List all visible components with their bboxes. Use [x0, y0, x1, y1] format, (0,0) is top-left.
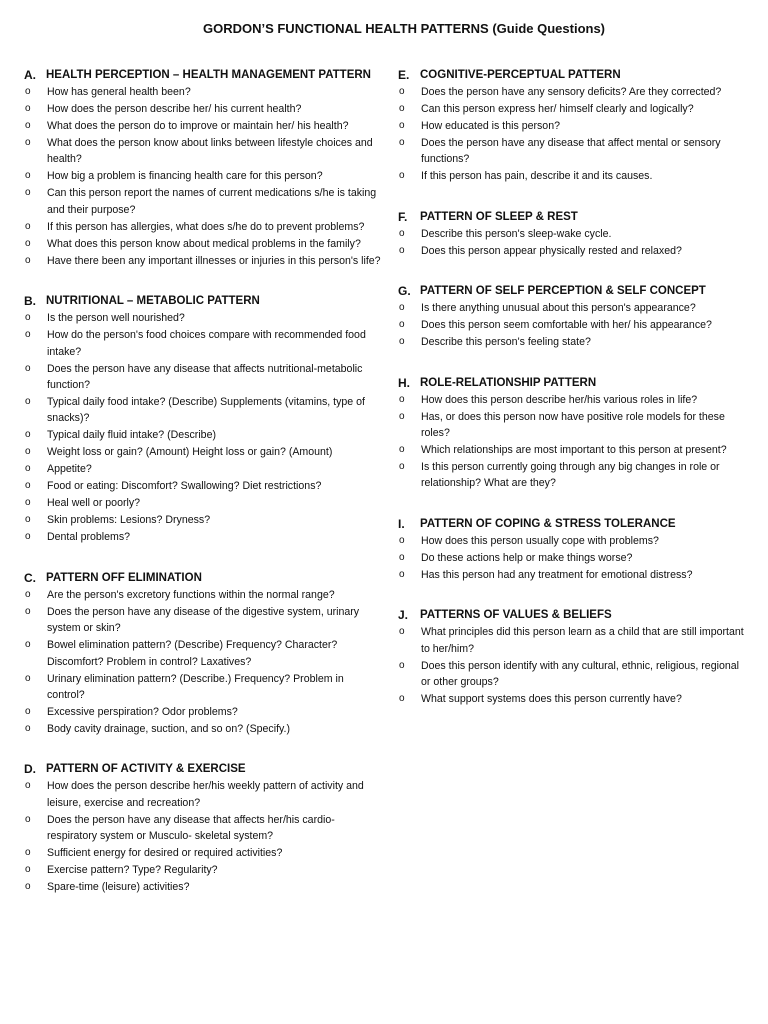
- question-text: What principles did this person learn as a child that are still important to her/him?: [421, 626, 744, 655]
- question-text: Food or eating: Discomfort? Swallowing? Diet restrictions?: [47, 480, 322, 493]
- circle-bullet-icon: o: [399, 86, 405, 97]
- question-item: [398, 442, 750, 458]
- circle-bullet-icon: o: [25, 429, 31, 441]
- question-text: Is this person currently going through any big changes in role or relationship? What are they?: [421, 461, 720, 490]
- question-item: [24, 604, 384, 637]
- question-text: How does the person describe her/his weekly pattern of activity and leisure, exercise and recreation?: [47, 780, 364, 809]
- question-text: What support systems does this person currently have?: [421, 693, 682, 706]
- section-title: PATTERN OF SELF PERCEPTION & SELF CONCEPT: [420, 285, 706, 298]
- section-letter: B.: [24, 294, 36, 309]
- section-heading: [398, 607, 750, 623]
- circle-bullet-icon: o: [399, 244, 405, 256]
- circle-bullet-icon: o: [399, 461, 405, 473]
- section-letter: C.: [24, 570, 36, 585]
- question-item: [24, 637, 384, 670]
- question-text: Weight loss or gain? (Amount) Height loss or gain? (Amount): [47, 446, 333, 459]
- circle-bullet-icon: o: [399, 551, 405, 563]
- section-letter: H.: [398, 375, 410, 390]
- circle-bullet-icon: o: [25, 847, 31, 859]
- circle-bullet-icon: o: [399, 393, 405, 405]
- circle-bullet-icon: o: [399, 103, 405, 114]
- left-column: [24, 67, 384, 896]
- question-text: Which relationships are most important to this person at present?: [421, 444, 727, 457]
- question-item: [24, 845, 384, 861]
- circle-bullet-icon: o: [25, 497, 31, 509]
- circle-bullet-icon: o: [25, 237, 31, 249]
- page-title: GORDON’S FUNCTIONAL HEALTH PATTERNS (Guide Questions): [202, 21, 606, 36]
- question-text: Urinary elimination pattern? (Describe.) Frequency? Problem in control?: [47, 672, 344, 702]
- question-item: [24, 361, 384, 394]
- section-heading: [24, 293, 384, 309]
- circle-bullet-icon: o: [25, 813, 31, 825]
- question-item: [398, 101, 750, 117]
- question-item: [24, 310, 384, 326]
- circle-bullet-icon: o: [25, 514, 31, 526]
- circle-bullet-icon: o: [25, 86, 31, 97]
- circle-bullet-icon: o: [25, 312, 31, 324]
- pattern-section: [398, 516, 750, 583]
- question-list: [398, 226, 750, 259]
- question-item: [24, 778, 384, 811]
- question-text: Have there been any important illnesses or injuries in this person's life?: [47, 254, 381, 267]
- question-text: Body cavity drainage, suction, and so on? (Specify.): [47, 723, 291, 736]
- section-title: PATTERN OF ACTIVITY & EXERCISE: [46, 763, 246, 776]
- question-item: [398, 118, 750, 134]
- question-item: [24, 101, 384, 117]
- question-list: [24, 84, 384, 269]
- pattern-section: [24, 570, 384, 738]
- question-text: What does this person know about medical problems in the family?: [47, 237, 361, 250]
- question-text: What does the person do to improve or maintain her/ his health?: [47, 120, 349, 132]
- question-text: Does the person have any disease of the digestive system, urinary system or skin?: [47, 605, 360, 635]
- question-text: Heal well or poorly?: [47, 497, 141, 510]
- circle-bullet-icon: o: [25, 463, 31, 475]
- circle-bullet-icon: o: [25, 605, 31, 617]
- question-list: [398, 533, 750, 583]
- question-text: Has this person had any treatment for emotional distress?: [421, 568, 693, 581]
- question-text: Does this person seem comfortable with her/ his appearance?: [421, 319, 712, 332]
- question-list: [398, 84, 750, 185]
- question-text: Sufficient energy for desired or required activities?: [47, 847, 283, 860]
- section-heading: [398, 516, 750, 532]
- question-item: [24, 427, 384, 443]
- section-letter: D.: [24, 762, 36, 777]
- pattern-section: [398, 283, 750, 350]
- circle-bullet-icon: o: [25, 362, 31, 374]
- question-text: Excessive perspiration? Odor problems?: [47, 706, 238, 719]
- circle-bullet-icon: o: [25, 672, 31, 684]
- question-text: How educated is this person?: [421, 120, 560, 132]
- question-item: [24, 327, 384, 360]
- circle-bullet-icon: o: [399, 444, 405, 456]
- section-title: PATTERN OF SLEEP & REST: [420, 210, 578, 223]
- question-text: If this person has pain, describe it and its causes.: [421, 170, 653, 183]
- question-item: [24, 444, 384, 460]
- question-text: Typical daily food intake? (Describe) Supplements (vitamins, type of snacks)?: [47, 396, 365, 425]
- question-text: How has general health been?: [47, 86, 191, 98]
- question-text: How big a problem is financing health care for this person?: [47, 170, 323, 183]
- circle-bullet-icon: o: [399, 693, 405, 705]
- section-title: ROLE-RELATIONSHIP PATTERN: [420, 376, 597, 389]
- question-item: [24, 185, 384, 218]
- question-item: [398, 392, 750, 408]
- circle-bullet-icon: o: [399, 626, 405, 638]
- question-text: Do these actions help or make things worse?: [421, 551, 633, 564]
- question-item: [24, 704, 384, 720]
- circle-bullet-icon: o: [25, 780, 31, 792]
- circle-bullet-icon: o: [25, 864, 31, 876]
- question-item: [398, 567, 750, 583]
- section-letter: F.: [398, 209, 408, 224]
- question-item: [24, 135, 384, 168]
- question-item: [398, 135, 750, 168]
- circle-bullet-icon: o: [25, 103, 31, 114]
- section-heading: [24, 761, 384, 777]
- section-letter: G.: [398, 284, 411, 299]
- section-heading: [398, 67, 750, 83]
- section-letter: J.: [398, 608, 409, 623]
- question-text: Does the person have any disease that affects her/his cardio-respiratory system or Musculo- skeletal system?: [47, 813, 335, 843]
- question-list: [398, 392, 750, 492]
- question-list: [24, 310, 384, 546]
- question-text: Appetite?: [47, 463, 92, 476]
- section-letter: E.: [398, 68, 410, 82]
- question-item: [398, 226, 750, 242]
- question-item: [24, 721, 384, 737]
- question-text: Exercise pattern? Type? Regularity?: [47, 864, 218, 877]
- circle-bullet-icon: o: [25, 220, 31, 232]
- question-item: [24, 879, 384, 895]
- question-item: [24, 478, 384, 494]
- question-text: Does this person appear physically rested and relaxed?: [421, 244, 682, 257]
- question-item: [398, 691, 750, 707]
- question-item: [24, 236, 384, 252]
- section-title: PATTERN OF COPING & STRESS TOLERANCE: [420, 517, 676, 530]
- right-column: [398, 67, 750, 708]
- question-text: How does the person describe her/ his current health?: [47, 103, 302, 115]
- question-item: [24, 812, 384, 845]
- question-text: Describe this person's feeling state?: [421, 336, 591, 349]
- circle-bullet-icon: o: [25, 706, 31, 718]
- section-title: COGNITIVE-PERCEPTUAL PATTERN: [420, 69, 621, 81]
- question-list: [24, 587, 384, 738]
- circle-bullet-icon: o: [25, 254, 31, 266]
- circle-bullet-icon: o: [399, 659, 405, 671]
- question-text: Does this person identify with any cultural, ethnic, religious, regional or other groups?: [421, 659, 739, 689]
- question-text: Describe this person's sleep-wake cycle.: [421, 227, 612, 240]
- question-item: [398, 243, 750, 259]
- question-item: [24, 495, 384, 511]
- circle-bullet-icon: o: [25, 446, 31, 458]
- question-item: [24, 84, 384, 100]
- circle-bullet-icon: o: [25, 881, 31, 893]
- circle-bullet-icon: o: [399, 534, 405, 546]
- question-item: [398, 409, 750, 442]
- question-item: [24, 512, 384, 528]
- question-item: [398, 624, 750, 657]
- question-text: Dental problems?: [47, 531, 131, 544]
- section-title: PATTERNS OF VALUES & BELIEFS: [420, 609, 612, 622]
- circle-bullet-icon: o: [399, 120, 405, 131]
- pattern-section: [24, 761, 384, 895]
- question-text: Does the person have any disease that affect mental or sensory functions?: [421, 137, 721, 166]
- circle-bullet-icon: o: [399, 568, 405, 580]
- circle-bullet-icon: o: [25, 480, 31, 492]
- question-text: Is the person well nourished?: [47, 312, 185, 325]
- section-heading: [24, 67, 384, 83]
- section-heading: [398, 375, 750, 391]
- question-text: Bowel elimination pattern? (Describe) Frequency? Character? Discomfort? Problem in control? Laxatives?: [47, 639, 338, 668]
- question-text: Spare-time (leisure) activities?: [47, 881, 190, 894]
- question-text: How does this person usually cope with problems?: [421, 534, 659, 547]
- circle-bullet-icon: o: [25, 120, 31, 131]
- question-text: If this person has allergies, what does s/he do to prevent problems?: [47, 220, 365, 233]
- question-list: [24, 778, 384, 895]
- question-list: [398, 624, 750, 707]
- circle-bullet-icon: o: [25, 396, 31, 408]
- question-item: [24, 461, 384, 477]
- section-letter: I.: [398, 516, 405, 531]
- circle-bullet-icon: o: [399, 137, 405, 148]
- circle-bullet-icon: o: [25, 137, 31, 148]
- question-text: Are the person's excretory functions within the normal range?: [47, 588, 335, 601]
- question-text: How does this person describe her/his various roles in life?: [421, 393, 698, 406]
- question-item: [24, 118, 384, 134]
- circle-bullet-icon: o: [399, 302, 405, 314]
- question-item: [398, 300, 750, 316]
- pattern-section: [398, 375, 750, 492]
- section-heading: [398, 209, 750, 225]
- question-text: Has, or does this person now have positive role models for these roles?: [421, 410, 725, 440]
- circle-bullet-icon: o: [25, 187, 31, 199]
- section-heading: [398, 283, 750, 299]
- pattern-section: [398, 607, 750, 707]
- circle-bullet-icon: o: [25, 531, 31, 543]
- question-item: [24, 862, 384, 878]
- question-item: [398, 550, 750, 566]
- question-item: [398, 84, 750, 100]
- question-item: [24, 529, 384, 545]
- question-item: [24, 168, 384, 184]
- question-item: [24, 219, 384, 235]
- section-heading: [24, 570, 384, 586]
- question-item: [398, 334, 750, 350]
- question-text: Can this person express her/ himself clearly and logically?: [421, 103, 694, 115]
- circle-bullet-icon: o: [399, 227, 405, 239]
- question-text: Does the person have any disease that affects nutritional-metabolic function?: [47, 362, 363, 392]
- section-title: PATTERN OFF ELIMINATION: [46, 571, 202, 584]
- circle-bullet-icon: o: [25, 588, 31, 600]
- question-text: Is there anything unusual about this person's appearance?: [421, 302, 696, 315]
- circle-bullet-icon: o: [399, 319, 405, 331]
- question-text: How do the person's food choices compare with recommended food intake?: [47, 329, 366, 358]
- question-text: Can this person report the names of current medications s/he is taking and their purpose?: [47, 187, 377, 216]
- circle-bullet-icon: o: [399, 170, 405, 182]
- pattern-section: [24, 293, 384, 546]
- question-item: [24, 671, 384, 704]
- question-item: [398, 459, 750, 492]
- pattern-section: [398, 67, 750, 185]
- question-item: [398, 317, 750, 333]
- pattern-section: [24, 67, 384, 269]
- section-title: NUTRITIONAL – METABOLIC PATTERN: [46, 295, 260, 308]
- circle-bullet-icon: o: [399, 336, 405, 348]
- section-letter: A.: [24, 68, 36, 82]
- question-text: Typical daily fluid intake? (Describe): [47, 429, 216, 442]
- question-list: [398, 300, 750, 350]
- question-text: Skin problems: Lesions? Dryness?: [47, 514, 211, 527]
- circle-bullet-icon: o: [25, 723, 31, 735]
- question-item: [398, 533, 750, 549]
- question-text: Does the person have any sensory deficits? Are they corrected?: [421, 86, 722, 98]
- question-text: What does the person know about links between lifestyle choices and health?: [47, 137, 373, 166]
- pattern-section: [398, 209, 750, 259]
- circle-bullet-icon: o: [399, 410, 405, 422]
- circle-bullet-icon: o: [25, 170, 31, 182]
- question-item: [24, 394, 384, 427]
- circle-bullet-icon: o: [25, 329, 31, 341]
- section-title: HEALTH PERCEPTION – HEALTH MANAGEMENT PATTERN: [46, 69, 371, 81]
- question-item: [24, 587, 384, 603]
- question-item: [398, 658, 750, 691]
- question-item: [24, 253, 384, 269]
- question-item: [398, 168, 750, 184]
- circle-bullet-icon: o: [25, 639, 31, 651]
